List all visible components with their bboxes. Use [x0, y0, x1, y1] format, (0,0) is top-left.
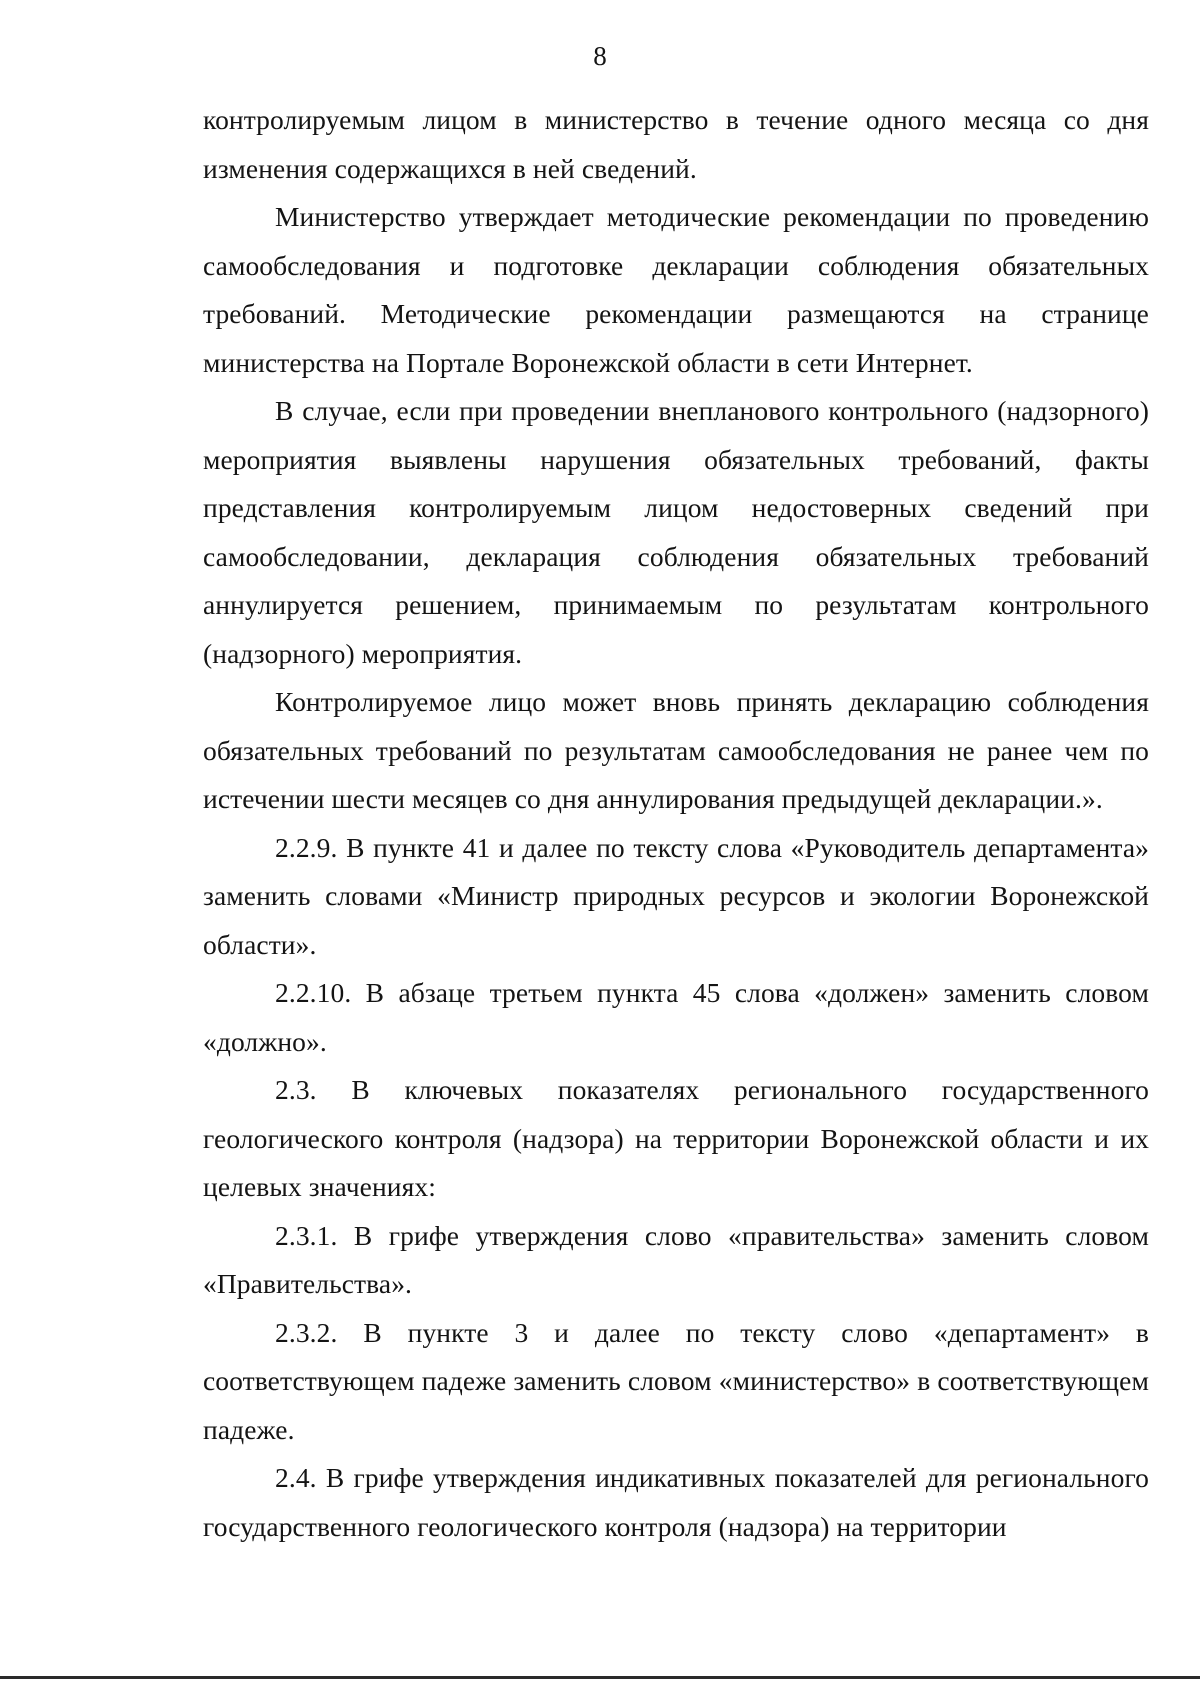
- paragraph-item-2-3: 2.3. В ключевых показателях регионального государственного геологического контроля (надзора) на территории Воронежской области и их целевых значениях:: [203, 1074, 1149, 1202]
- scan-edge-line: [0, 1676, 1200, 1679]
- paragraph-item-2-4: 2.4. В грифе утверждения индикативных показателей для регионального государственного геологического контроля (надзора) на территории: [203, 1462, 1149, 1542]
- paragraph-continuation: контролируемым лицом в министерство в течение одного месяца со дня изменения содержащихся в ней сведений.: [203, 104, 1149, 184]
- paragraph-item-2-2-10: 2.2.10. В абзаце третьем пункта 45 слова «должен» заменить словом «должно».: [203, 977, 1149, 1057]
- document-body: [203, 96, 1149, 1551]
- paragraph-item-2-2-9: 2.2.9. В пункте 41 и далее по тексту слова «Руководитель департамента» заменить словами «Министр природных ресурсов и экологии Воронежской области».: [203, 831, 1149, 960]
- paragraph-declaration-annulment: В случае, если при проведении внепланового контрольного (надзорного) мероприятия выявлены нарушения обязательных требований, факты представления контролируемым лицом недостоверных сведений при самообследовании, декларация соблюдения обязательных требований аннулируется решением, принимаемым по результатам контрольного (надзорного) мероприятия.: [203, 395, 1149, 669]
- paragraph-item-2-3-2: 2.3.2. В пункте 3 и далее по тексту слово «департамент» в соответствующем падеже заменить словом «министерство» в соответствующем падеже.: [203, 1316, 1149, 1445]
- page-number: 8: [593, 41, 607, 71]
- paragraph-methodical-recommendations: Министерство утверждает методические рекомендации по проведению самообследования и подготовке декларации соблюдения обязательных требований. Методические рекомендации размещаются на странице министерства на Портале Воронежской области в сети Интернет.: [203, 201, 1149, 378]
- paragraph-item-2-3-1: 2.3.1. В грифе утверждения слово «правительства» заменить словом «Правительства».: [203, 1219, 1149, 1299]
- paragraph-new-declaration: Контролируемое лицо может вновь принять декларацию соблюдения обязательных требований по результатам самообследования не ранее чем по истечении шести месяцев со дня аннулирования предыдущей декларации.».: [203, 686, 1149, 814]
